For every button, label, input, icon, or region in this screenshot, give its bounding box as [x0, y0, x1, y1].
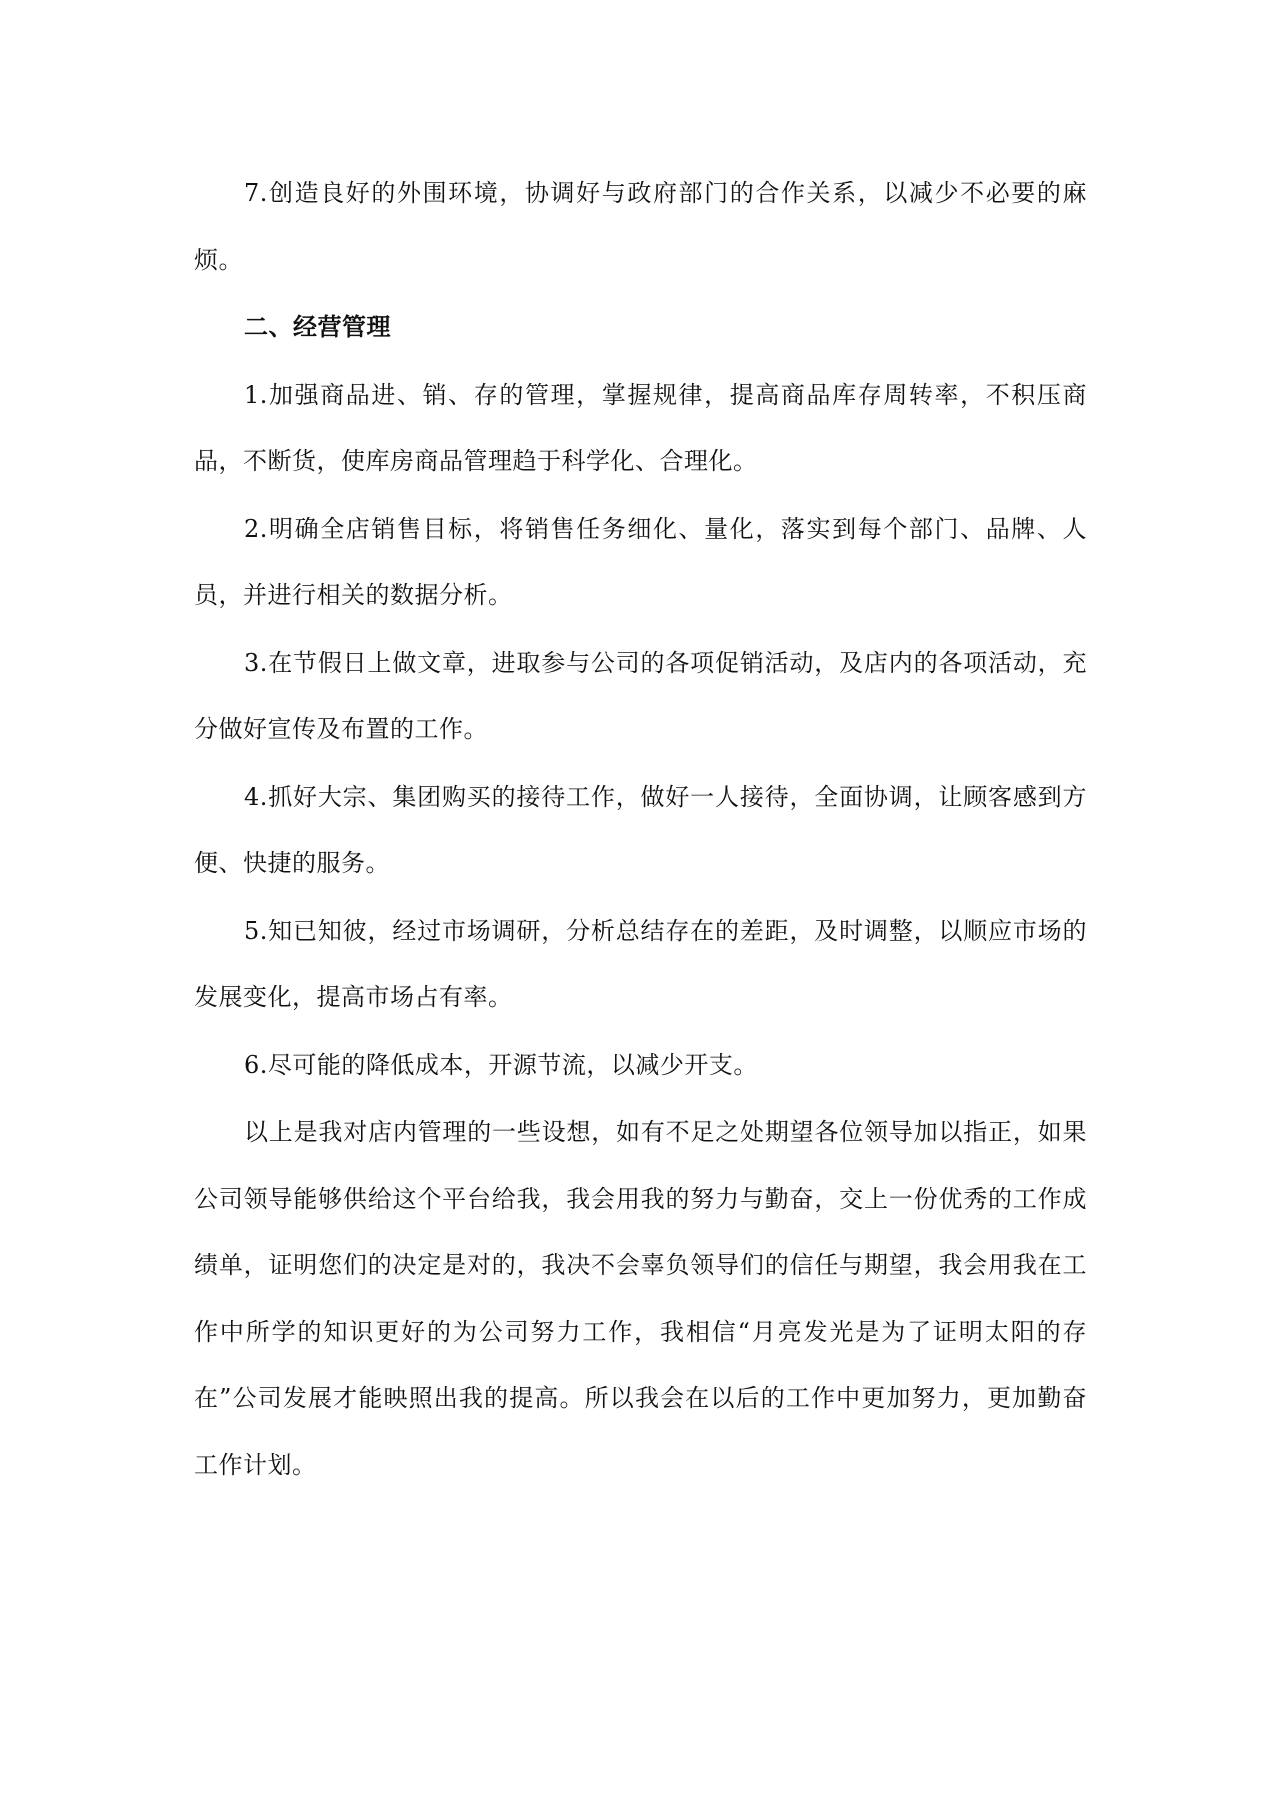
list-item-3: 3.在节假日上做文章，进取参与公司的各项促销活动，及店内的各项活动，充分做好宣传及布置的工作。 [194, 648, 1087, 743]
list-item-2: 2.明确全店销售目标，将销售任务细化、量化，落实到每个部门、品牌、人员，并进行相关的数据分析。 [194, 514, 1087, 609]
section-heading-business-management: 二、经营管理 [244, 312, 391, 341]
document-body [194, 160, 1087, 1499]
list-item-5: 5.知已知彼，经过市场调研，分析总结存在的差距，及时调整，以顺应市场的发展变化，提高市场占有率。 [194, 916, 1087, 1011]
list-item-1: 1.加强商品进、销、存的管理，掌握规律，提高商品库存周转率，不积压商品，不断货，使库房商品管理趋于科学化、合理化。 [194, 380, 1087, 475]
list-item-7: 7.创造良好的外围环境，协调好与政府部门的合作关系，以减少不必要的麻烦。 [194, 179, 1087, 274]
list-item-4: 4.抓好大宗、集团购买的接待工作，做好一人接待，全面协调，让顾客感到方便、快捷的服务。 [194, 782, 1087, 877]
list-item-6: 6.尽可能的降低成本，开源节流，以减少开支。 [244, 1050, 758, 1079]
conclusion-paragraph: 以上是我对店内管理的一些设想，如有不足之处期望各位领导加以指正，如果公司领导能够供给这个平台给我，我会用我的努力与勤奋，交上一份优秀的工作成绩单，证明您们的决定是对的，我决不会辜负领导们的信任与期望，我会用我在工作中所学的知识更好的为公司努力工作，我相信“月亮发光是为了证明太阳的存在”公司发展才能映照出我的提高。所以我会在以后的工作中更加努力，更加勤奋工作计划。 [194, 1118, 1087, 1479]
